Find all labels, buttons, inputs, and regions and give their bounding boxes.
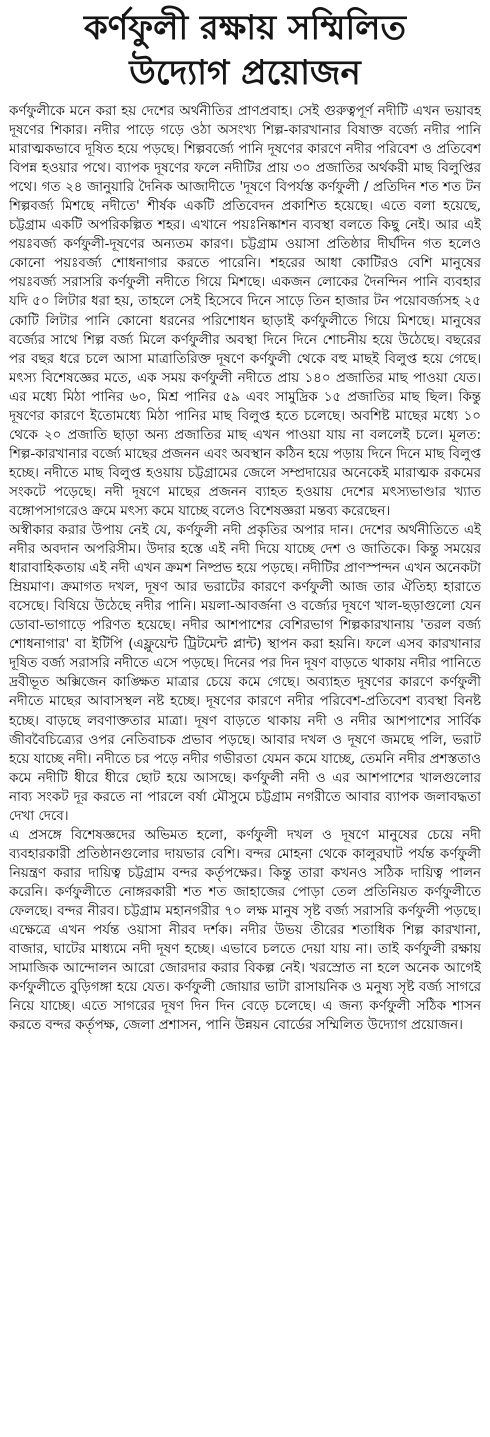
paragraph-1: কর্ণফুলীকে মনে করা হয় দেশের অর্থনীতির প্রাণপ্রবাহ। সেই গুরুত্বপূর্ণ নদীটি এখন ভয়াবহ দূষণের শিকার। নদীর পাড়ে গড়ে ওঠা অসংখ্য শিল্প-কারখানার বিষাক্ত বর্জ্যে নদীর পানি মারাত্মকভাবে দূষিত হয়ে পড়ছে। শিল্পবর্জ্যে পানি দূষণের কারণে নদীর পরিবেশ ও প্রতিবেশ বিপন্ন হওয়ার পথে। ব্যাপক দূষণের ফলে নদীটির প্রায় ৩০ প্রজাতির অর্থকরী মাছ বিলুপ্তির পথে। গত ২৪ জানুয়ারি দৈনিক আজাদীতে 'দূষণে বিপর্যস্ত কর্ণফুলী / প্রতিদিন শত শত টন শিল্পবর্জ্য মিশছে নদীতে' শীর্ষক একটি প্রতিবেদন প্রকাশিত হয়েছে। এতে বলা হয়েছে, চট্টগ্রাম একটি অপরিকল্পিত শহর। এখানে পয়ঃনিষ্কাশন ব্যবস্থা বলতে কিছু নেই। আর এই পয়ঃবর্জ্য কর্ণফুলী-দূষণের অন্যতম কারণ। চট্টগ্রাম ওয়াসা প্রতিষ্ঠার দীর্ঘদিন গত হলেও কোনো পয়ঃবর্জ্য শোধনাগার করতে পারেনি। শহরের আধা কোটিরও বেশি মানুষের পয়ঃবর্জ্য সরাসরি কর্ণফুলী নদীতে গিয়ে মিশছে। একজন লোকের দৈনন্দিন পানি ব্যবহার যদি ৫০ লিটার ধরা হয়, তাহলে সেই হিসেবে দিনে সাড়ে তিন হাজার টন পয়োবর্জ্যসহ ২৫ কোটি লিটার পানি কোনো ধরনের পরিশোধন ছাড়াই কর্ণফুলীতে গিয়ে মিশছে। মানুষের বর্জ্যের সাথে শিল্প বর্জ্য মিলে কর্ণফুলীর অবস্থা দিনে দিনে শোচনীয় হয়ে উঠেছে। বছরের পর বছর ধরে চলে আসা মাত্রাতিরিক্ত দূষণে কর্ণফুলী থেকে বহু মাছই বিলুপ্ত হয়ে গেছে। মৎস্য বিশেষজ্ঞের মতে, এক সময় কর্ণফুলী নদীতে প্রায় ১৪০ প্রজাতির মাছ পাওয়া যেত। এর মধ্যে মিঠা পানির ৬০, মিশ্র পানির ৫৯ এবং সামুদ্রিক ১৫ প্রজাতির মাছ ছিল। কিন্তু দূষণের কারণে ইতোমধ্যে মিঠা পানির মাছ বিলুপ্ত হতে চলেছে। অবশিষ্ট মাছের মধ্যে ১০ থেকে ২০ প্রজাতি ছাড়া অন্য প্রজাতির মাছ এখন পাওয়া যায় না বললেই চলে। মূলত: শিল্প-কারখানার বর্জ্যে মাছের প্রজনন এবং অবস্থান কঠিন হয়ে পড়ায় দিনে দিনে মাছ বিলুপ্ত হচ্ছে। নদীতে মাছ বিলুপ্ত হওয়ায় চট্টগ্রামের জেলে সম্প্রদায়ের অনেকেই মারাত্মক রকমের সংকটে পড়েছে। নদী দূষণে মাছের প্রজনন ব্যাহত হওয়ায় দেশের মৎস্যভাণ্ডার খ্যাত বঙ্গোপসাগরেও ক্রমে মৎস্য কমে যাচ্ছে বলেও বিশেষজ্ঞরা মন্তব্য করেছেন। [9, 104, 481, 519]
headline-line-2: উদ্যোগ প্রয়োজন [129, 53, 361, 93]
headline [9, 6, 481, 96]
paragraph-3: এ প্রসঙ্গে বিশেষজ্ঞদের অভিমত হলো, কর্ণফুলী দখল ও দূষণে মানুষের চেয়ে নদী ব্যবহারকারী প্রতিষ্ঠানগুলোর দায়ভার বেশি। বন্দর মোহনা থেকে কালুরঘাট পর্যন্ত কর্ণফুলী নিয়ন্ত্রণ করার দায়িত্ব চট্টগ্রাম বন্দর কর্তৃপক্ষের। কিন্তু তারা কখনও সঠিক দায়িত্ব পালন করেনি। কর্ণফুলীতে নোঙ্গরকারী শত শত জাহাজের পোড়া তেল প্রতিনিয়ত কর্ণফুলীতে ফেলছে। বন্দর নীরব। চট্টগ্রাম মহানগরীর ৭০ লক্ষ মানুষ সৃষ্ট বর্জ্য সরাসরি কর্ণফুলী পড়ছে। এক্ষেত্রে এখন পর্যন্ত ওয়াসা নীরব দর্শক। নদীর উভয় তীরের শতাধিক শিল্প কারখানা, বাজার, ঘাটের মাধ্যমে নদী দূষণ হচ্ছে। এভাবে চলতে দেয়া যায় না। তাই কর্ণফুলী রক্ষায় সামাজিক আন্দোলন আরো জোরদার করার বিকল্প নেই। খরস্রোত না হলে অনেক আগেই কর্ণফুলীতে বুড়িগঙ্গা হয়ে যেত। কর্ণফুলী জোয়ার ভাটা রাসায়নিক ও মনুষ্য সৃষ্ট বর্জ্য সাগরে নিয়ে যাচ্ছে। এতে সাগরের দূষণ দিন দিন বেড়ে চলেছে। এ জন্য কর্ণফুলী সঠিক শাসন করতে বন্দর কর্তৃপক্ষ, জেলা প্রশাসন, পানি উন্নয়ন বোর্ডের সম্মিলিত উদ্যোগ প্রয়োজন। [9, 827, 481, 1034]
headline-line-1: কর্ণফুলী রক্ষায় সম্মিলিত [83, 8, 407, 48]
article-body [9, 102, 481, 1432]
paragraph-2: অস্বীকার করার উপায় নেই যে, কর্ণফুলী নদী প্রকৃতির অপার দান। দেশের অর্থনীতিতে এই নদীর অবদান অপরিসীম। উদার হস্তে এই নদী দিয়ে যাচ্ছে দেশ ও জাতিকে। কিন্তু সময়ের ধারাবাহিকতায় এই নদী এখন ক্রমশ নিষ্প্রভ হয়ে পড়ছে। নদীটির প্রাণস্পন্দন এখন অনেকটা ম্রিয়মাণ। ক্রমাগত দখল, দূষণ আর ভরাটের কারণে কর্ণফুলী আজ তার ঐতিহ্য হারাতে বসেছে। বিষিয়ে উঠেছে নদীর পানি। ময়লা-আবর্জনা ও বর্জ্যের দূষণে খাল-ছড়াগুলো যেন ডোবা-ভাগাড়ে পরিণত হয়েছে। নদীর আশপাশের বেশিরভাগ শিল্পকারখানায় 'তরল বর্জ্য শোধনাগার' বা ইটিপি (এফ্লুয়েন্ট ট্রিটমেন্ট প্লান্ট) স্থাপন করা হয়নি। ফলে এসব কারখানার দূষিত বর্জ্য সরাসরি নদীতে এসে পড়ছে। দিনের পর দিন দূষণ বাড়তে থাকায় নদীর পানিতে দ্রবীভূত অক্সিজেন কাঙ্ক্ষিত মাত্রার চেয়ে কমে গেছে। অব্যাহত দূষণের কারণে কর্ণফুলী নদীতে মাছের আবাসস্থল নষ্ট হচ্ছে। দূষণের কারণে নদীর পরিবেশ-প্রতিবেশ ব্যবস্থা বিনষ্ট হচ্ছে। বাড়ছে লবণাক্ততার মাত্রা। দূষণ বাড়তে থাকায় নদী ও নদীর আশপাশের সার্বিক জীববৈচিত্র্যের ওপর নেতিবাচক প্রভাব পড়ছে। আবার দখল ও দূষণে জমছে পলি, ভরাট হয়ে যাচ্ছে নদী। নদীতে চর পড়ে নদীর গভীরতা যেমন কমে যাচ্ছে, তেমনি নদীর প্রশস্ততাও কমে নদীটি ধীরে ধীরে ছোট হয়ে আসছে। কর্ণফুলী নদী ও এর আশপাশের খালগুলোর নাব্য সংকট দূর করতে না পারলে বর্ষা মৌসুমে চট্টগ্রাম নগরীতে আবার ব্যাপক জলাবদ্ধতা দেখা দেবে। [9, 523, 481, 824]
